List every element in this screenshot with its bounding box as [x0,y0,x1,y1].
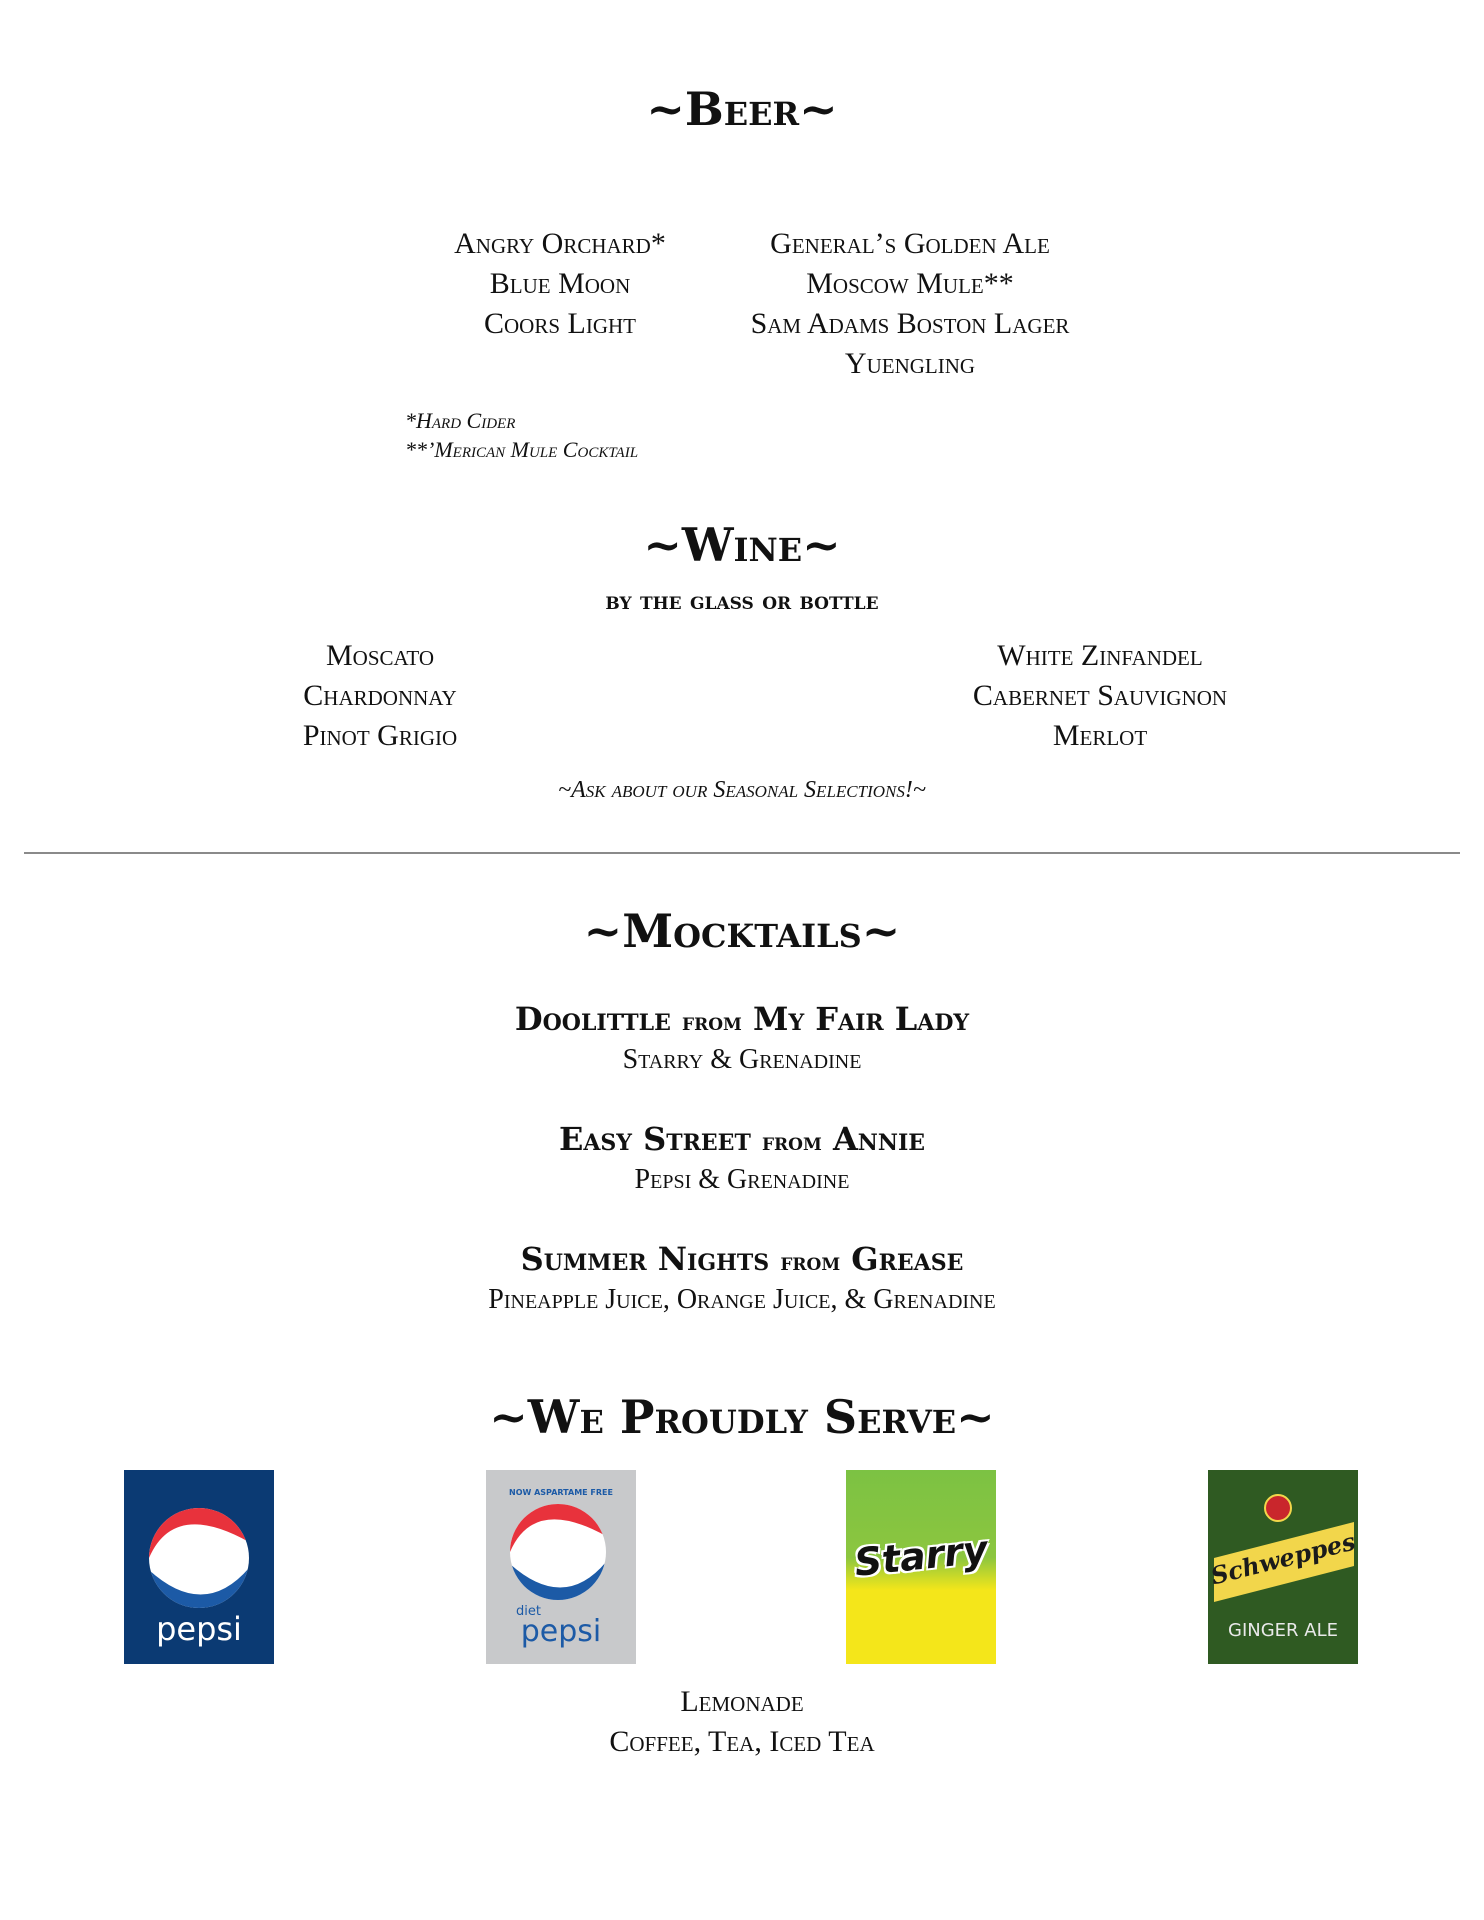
mocktail-item [0,1120,1484,1196]
starry-logo-text: Starry [852,1527,990,1585]
diet-pepsi-badge: NOW ASPARTAME FREE [509,1488,613,1497]
diet-pepsi-logo-icon [486,1470,636,1664]
pepsi-logo-text: pepsi [156,1610,242,1648]
wine-list-left [230,636,530,756]
wine-item: Chardonnay [303,679,457,712]
mocktail-item [0,1240,1484,1316]
wine-note: ~Ask about our Seasonal Selections!~ [558,777,926,803]
pepsi-logo-icon [124,1470,274,1664]
mocktail-from: from [682,1007,742,1036]
beer-item: Angry Orchard* [454,227,666,260]
beer-item: Blue Moon [489,267,631,300]
beer-list-left [400,224,720,344]
mocktail-title: Doolittle [514,1000,671,1038]
beer-list-right [720,224,1100,384]
mocktails-heading: ~Mocktails~ [583,904,901,958]
serve-heading: ~We Proudly Serve~ [489,1390,995,1444]
mocktail-from: from [780,1247,841,1276]
wine-item: Cabernet Sauvignon [972,679,1228,712]
wine-heading: ~Wine~ [643,518,841,572]
mocktail-desc: Pineapple Juice, Orange Juice, & Grenadine [488,1284,996,1315]
section-divider [24,852,1460,854]
beer-item: Sam Adams Boston Lager [750,307,1070,340]
schweppes-logo-text: Schweppes [1208,1526,1358,1591]
mocktail-show: Grease [851,1240,964,1278]
mocktail-name [0,1240,1484,1278]
beer-heading: ~Beer~ [646,82,838,136]
serve-extra-item: Coffee, Tea, Iced Tea [609,1725,875,1758]
schweppes-sub-text: GINGER ALE [1228,1620,1338,1641]
mocktail-show: Annie [832,1120,926,1158]
beer-note: **’Merican Mule Cocktail [405,437,639,462]
wine-item: White Zinfandel [997,639,1203,672]
mocktail-item [0,1000,1484,1076]
wine-list-right [920,636,1280,756]
wine-item: Merlot [1052,719,1148,752]
beer-item: General’s Golden Ale [770,227,1050,260]
schweppes-logo-icon [1208,1470,1358,1664]
mocktail-title: Summer Nights [520,1240,770,1278]
mocktail-title: Easy Street [558,1120,751,1158]
wine-item: Pinot Grigio [302,719,458,752]
starry-logo-icon [846,1470,996,1664]
mocktail-desc: Starry & Grenadine [622,1044,862,1075]
wine-item: Moscato [326,639,434,672]
beer-note: *Hard Cider [405,408,516,433]
beer-item: Coors Light [483,307,636,340]
diet-pepsi-small: diet [516,1604,541,1619]
beer-item: Moscow Mule** [806,267,1014,300]
mocktail-name [0,1000,1484,1038]
mocktail-name [0,1120,1484,1158]
diet-pepsi-text: pepsi [520,1614,602,1649]
beer-item: Yuengling [844,347,976,380]
serve-extra-item: Lemonade [680,1685,804,1718]
mocktail-from: from [761,1127,822,1156]
mocktail-show: My Fair Lady [753,1000,970,1038]
serve-extras [0,1682,1484,1762]
beer-notes [405,406,638,464]
wine-subheading: by the glass or bottle [605,586,879,615]
mocktail-desc: Pepsi & Grenadine [634,1164,850,1195]
